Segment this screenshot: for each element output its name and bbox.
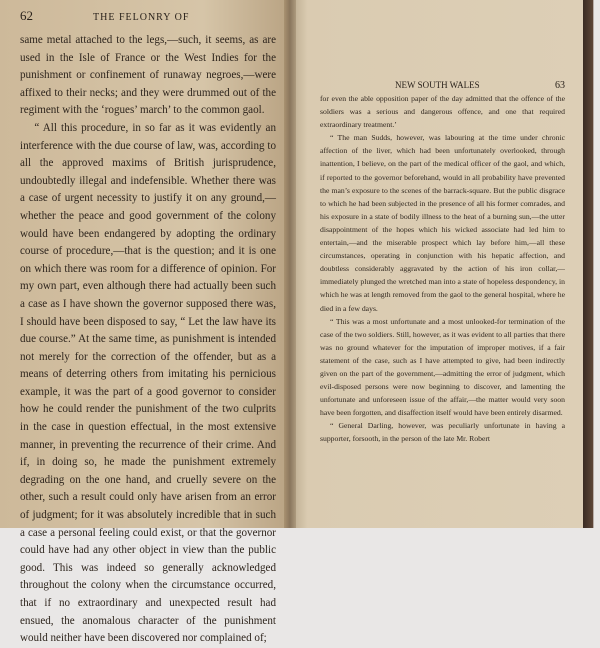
page-number: 63 bbox=[555, 80, 565, 91]
book-cover-edge bbox=[583, 0, 600, 528]
running-head: NEW SOUTH WALES bbox=[395, 80, 480, 90]
left-page-header bbox=[20, 8, 276, 24]
paragraph: same metal attached to the legs,—such, it seems, as are used in the Isle of France or the West Indies for the punishment or confinement of runaway negroes,—were affixed to their necks; and they were drummed out of the regiment with the ‘rogues’ march’ to the common gaol. bbox=[20, 34, 276, 117]
left-page bbox=[0, 0, 290, 645]
paragraph: “ All this procedure, in so far as it was evidently an interference with the due course of law, was, according to all the approved maxims of British jurisprudence, undoubtedly illegal and indefensible. Whether there was a case of urgent necessity to justify it on any ground,—whether the peace and good government of the colony would have been endangered by adopting the ordinary course of procedure,—that is the question; and it is one on which there was room for a difference of opinion. For my own part, even although there had actually been such a case as I have shown the governor supposed there was, I should have been disposed to say, “ Let the law have its due course.” At the same time, as punishment is intended not merely for the correction of the offender, but as a means of deterring others from imitating his pernicious example, it was the part of a good governor to consider how he could render the punishment of the two culprits in the case in question effectual, in the most extensive manner, in preventing the recurrence of their crime. And if, in doing so, he made the punishment extremely degrading on the one hand, and cruelly severe on the other, such a result could only have arisen from an error of judgment; for it was absolutely incredible that in such a case a personal feeling could exist, or that the governor could have had any other object in view than the public good. This was indeed so generally acknowledged throughout the colony when the circumstance occurred, that if no extraordinary and unexpected result had ensued, the anomalous character of the punishment would neither have been discovered nor complained of; bbox=[20, 121, 276, 645]
left-page-text bbox=[20, 32, 276, 648]
running-head: THE FELONRY OF bbox=[93, 12, 190, 23]
right-page-header bbox=[395, 80, 565, 91]
paragraph: “ This was a most unfortunate and a most unlooked-for termination of the case of the two soldiers. Still, however, as it was evident to all parties that there was no ground whatever for the imputation of improper motives, if a fair statement of the case, such as I have attempted to give, had been indirectly given on the part of the government,—admitting the error of judgment, which evil-disposed persons were now beginning to discover, and lamenting the unfortunate and unforeseen issue of the affair,—the matter would very soon have been forgotten, and disaffection itself would have been entirely disarmed. bbox=[320, 316, 565, 418]
page-number: 62 bbox=[20, 8, 33, 23]
paragraph: for even the able opposition paper of the day admitted that the offence of the soldiers was a serious and dangerous offence, and one that required extraordinary treatment.’ bbox=[320, 94, 565, 130]
paragraph: “ The man Sudds, however, was labouring at the time under chronic affection of the liver, which had been unfortunately overlooked, through inattention, I believe, on the part of the medical officer of the gaol, and which, if reported to the governor beforehand, would in all probability have prevented the man’s exposure to the scenes of the barrack-square. But the public disgrace to which he had been subjected in the presence of all his former comrades, and his exposure in a state of bodily illness to the heat of a burning sun,—the utter disappointment of the hopes which his wicked associate had led him to entertain,—and the miserable prospect which lay before him,—all these circumstances, operating in conjunction with his hepatic affection, and doubtless considerably aggravated by the action of his iron collar,—immediately plunged the wretched man into a state of hopeless despondency, in which he was at length removed from the gaol to the general hospital, where he died in a few days. bbox=[320, 133, 566, 313]
right-page bbox=[290, 0, 583, 528]
right-page-text bbox=[320, 92, 565, 446]
book-gutter bbox=[284, 0, 296, 528]
paragraph: “ General Darling, however, was peculiarly unfortunate in having a supporter, forsooth, in the person of the late Mr. Robert bbox=[320, 421, 565, 444]
